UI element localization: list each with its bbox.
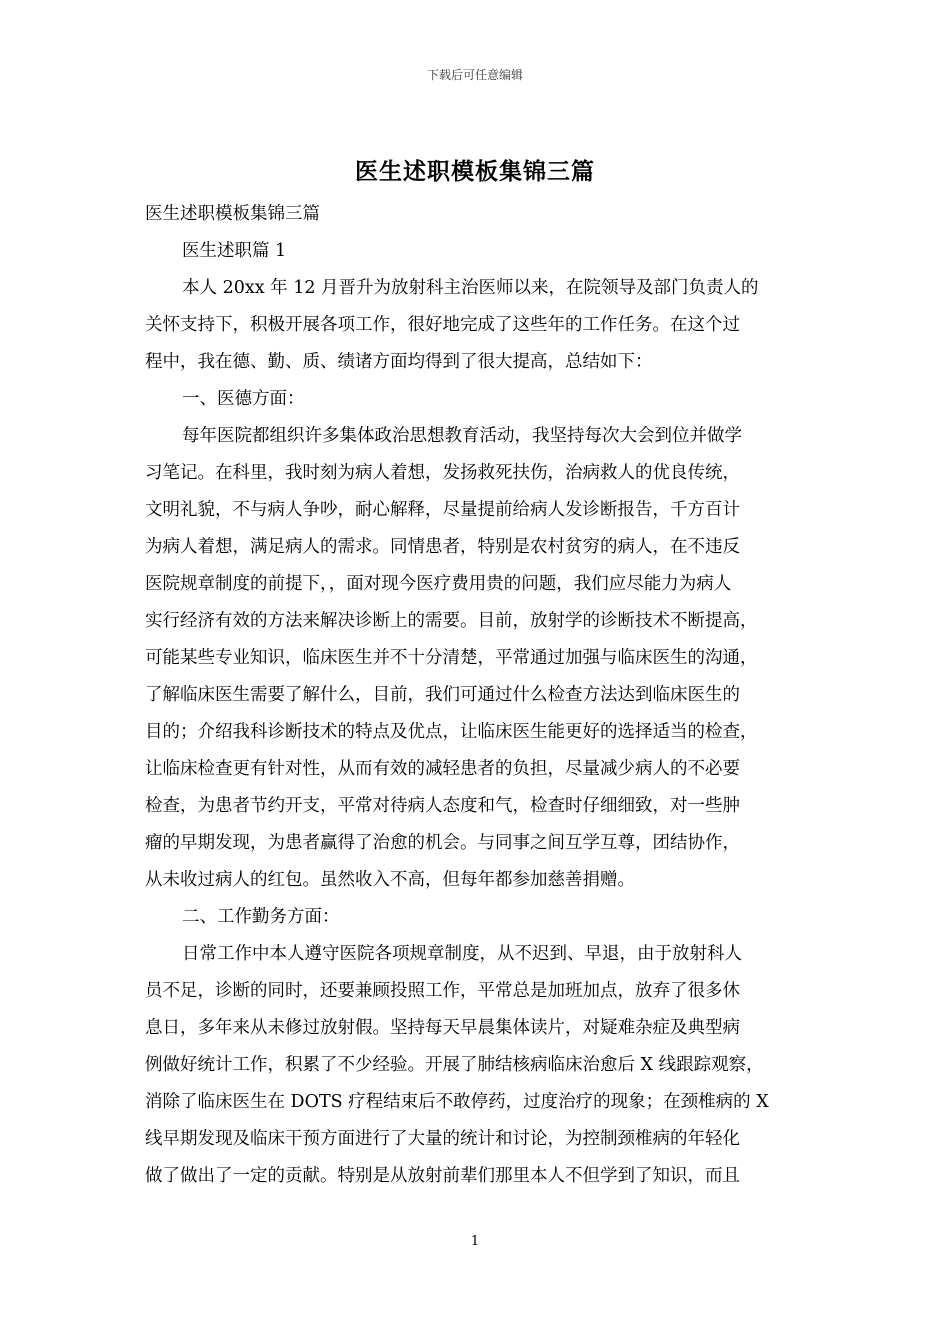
body-line: 息日，多年来从未修过放射假。坚持每天早晨集体读片，对疑难杂症及典型病 xyxy=(145,1018,740,1038)
body-line: 让临床检查更有针对性，从而有效的减轻患者的负担，尽量减少病人的不必要 xyxy=(145,759,740,779)
body-line: 员不足，诊断的同时，还要兼顾投照工作，平常总是加班加点，放弃了很多休 xyxy=(145,981,740,1001)
body-line: 实行经济有效的方法来解决诊断上的需要。目前，放射学的诊断技术不断提高， xyxy=(145,611,758,631)
body-line: 从未收过病人的红包。虽然收入不高，但每年都参加慈善捐赠。 xyxy=(145,870,635,890)
body-line: 线早期发现及临床干预方面进行了大量的统计和讨论，为控制颈椎病的年轻化 xyxy=(145,1129,740,1149)
body-line: 二、工作勤务方面： xyxy=(182,907,340,927)
body-line: 医院规章制度的前提下，，面对现今医疗费用贵的问题，我们应尽能力为病人 xyxy=(145,574,732,594)
body-line: 医生述职模板集锦三篇 xyxy=(145,204,320,224)
body-line: 医生述职篇 1 xyxy=(182,241,287,261)
body-line: 做了做出了一定的贡献。特别是从放射前辈们那里本人不但学到了知识，而且 xyxy=(145,1166,740,1186)
body-line: 消除了临床医生在 DOTS 疗程结束后不敢停药，过度治疗的现象；在颈椎病的 X xyxy=(145,1092,769,1112)
body-line: 可能某些专业知识，临床医生并不十分清楚，平常通过加强与临床医生的沟通， xyxy=(145,648,758,668)
page-number: 1 xyxy=(470,1234,480,1249)
body-line: 一、医德方面： xyxy=(182,389,305,409)
body-line: 检查，为患者节约开支，平常对待病人态度和气，检查时仔细细致，对一些肿 xyxy=(145,796,740,816)
body-line: 目的；介绍我科诊断技术的特点及优点，让临床医生能更好的选择适当的检查， xyxy=(145,722,758,742)
body-line: 每年医院都组织许多集体政治思想教育活动，我坚持每次大会到位并做学 xyxy=(182,426,742,446)
body-line: 为病人着想，满足病人的需求。同情患者，特别是农村贫穷的病人，在不违反 xyxy=(145,537,740,557)
body-line: 程中，我在德、勤、质、绩诸方面均得到了很大提高，总结如下： xyxy=(145,352,653,372)
body-line: 日常工作中本人遵守医院各项规章制度，从不迟到、早退，由于放射科人 xyxy=(182,944,742,964)
body-line: 关怀支持下，积极开展各项工作，很好地完成了这些年的工作任务。在这个过 xyxy=(145,315,740,335)
body-line: 了解临床医生需要了解什么，目前，我们可通过什么检查方法达到临床医生的 xyxy=(145,685,740,705)
body-line: 文明礼貌，不与病人争吵，耐心解释，尽量提前给病人发诊断报告，千方百计 xyxy=(145,500,740,520)
body-line: 本人 20xx 年 12 月晋升为放射科主治医师以来，在院领导及部门负责人的 xyxy=(182,278,759,298)
page-header-note: 下载后可任意编辑 xyxy=(426,68,523,82)
body-line: 例做好统计工作，积累了不少经验。开展了肺结核病临床治愈后 X 线跟踪观察， xyxy=(145,1055,764,1075)
document-body xyxy=(145,196,820,1195)
body-line: 瘤的早期发现，为患者赢得了治愈的机会。与同事之间互学互尊，团结协作， xyxy=(145,833,740,853)
body-line: 习笔记。在科里，我时刻为病人着想，发扬救死扶伤，治病救人的优良传统， xyxy=(145,463,740,483)
document-title: 医生述职模板集锦三篇 xyxy=(355,158,595,185)
